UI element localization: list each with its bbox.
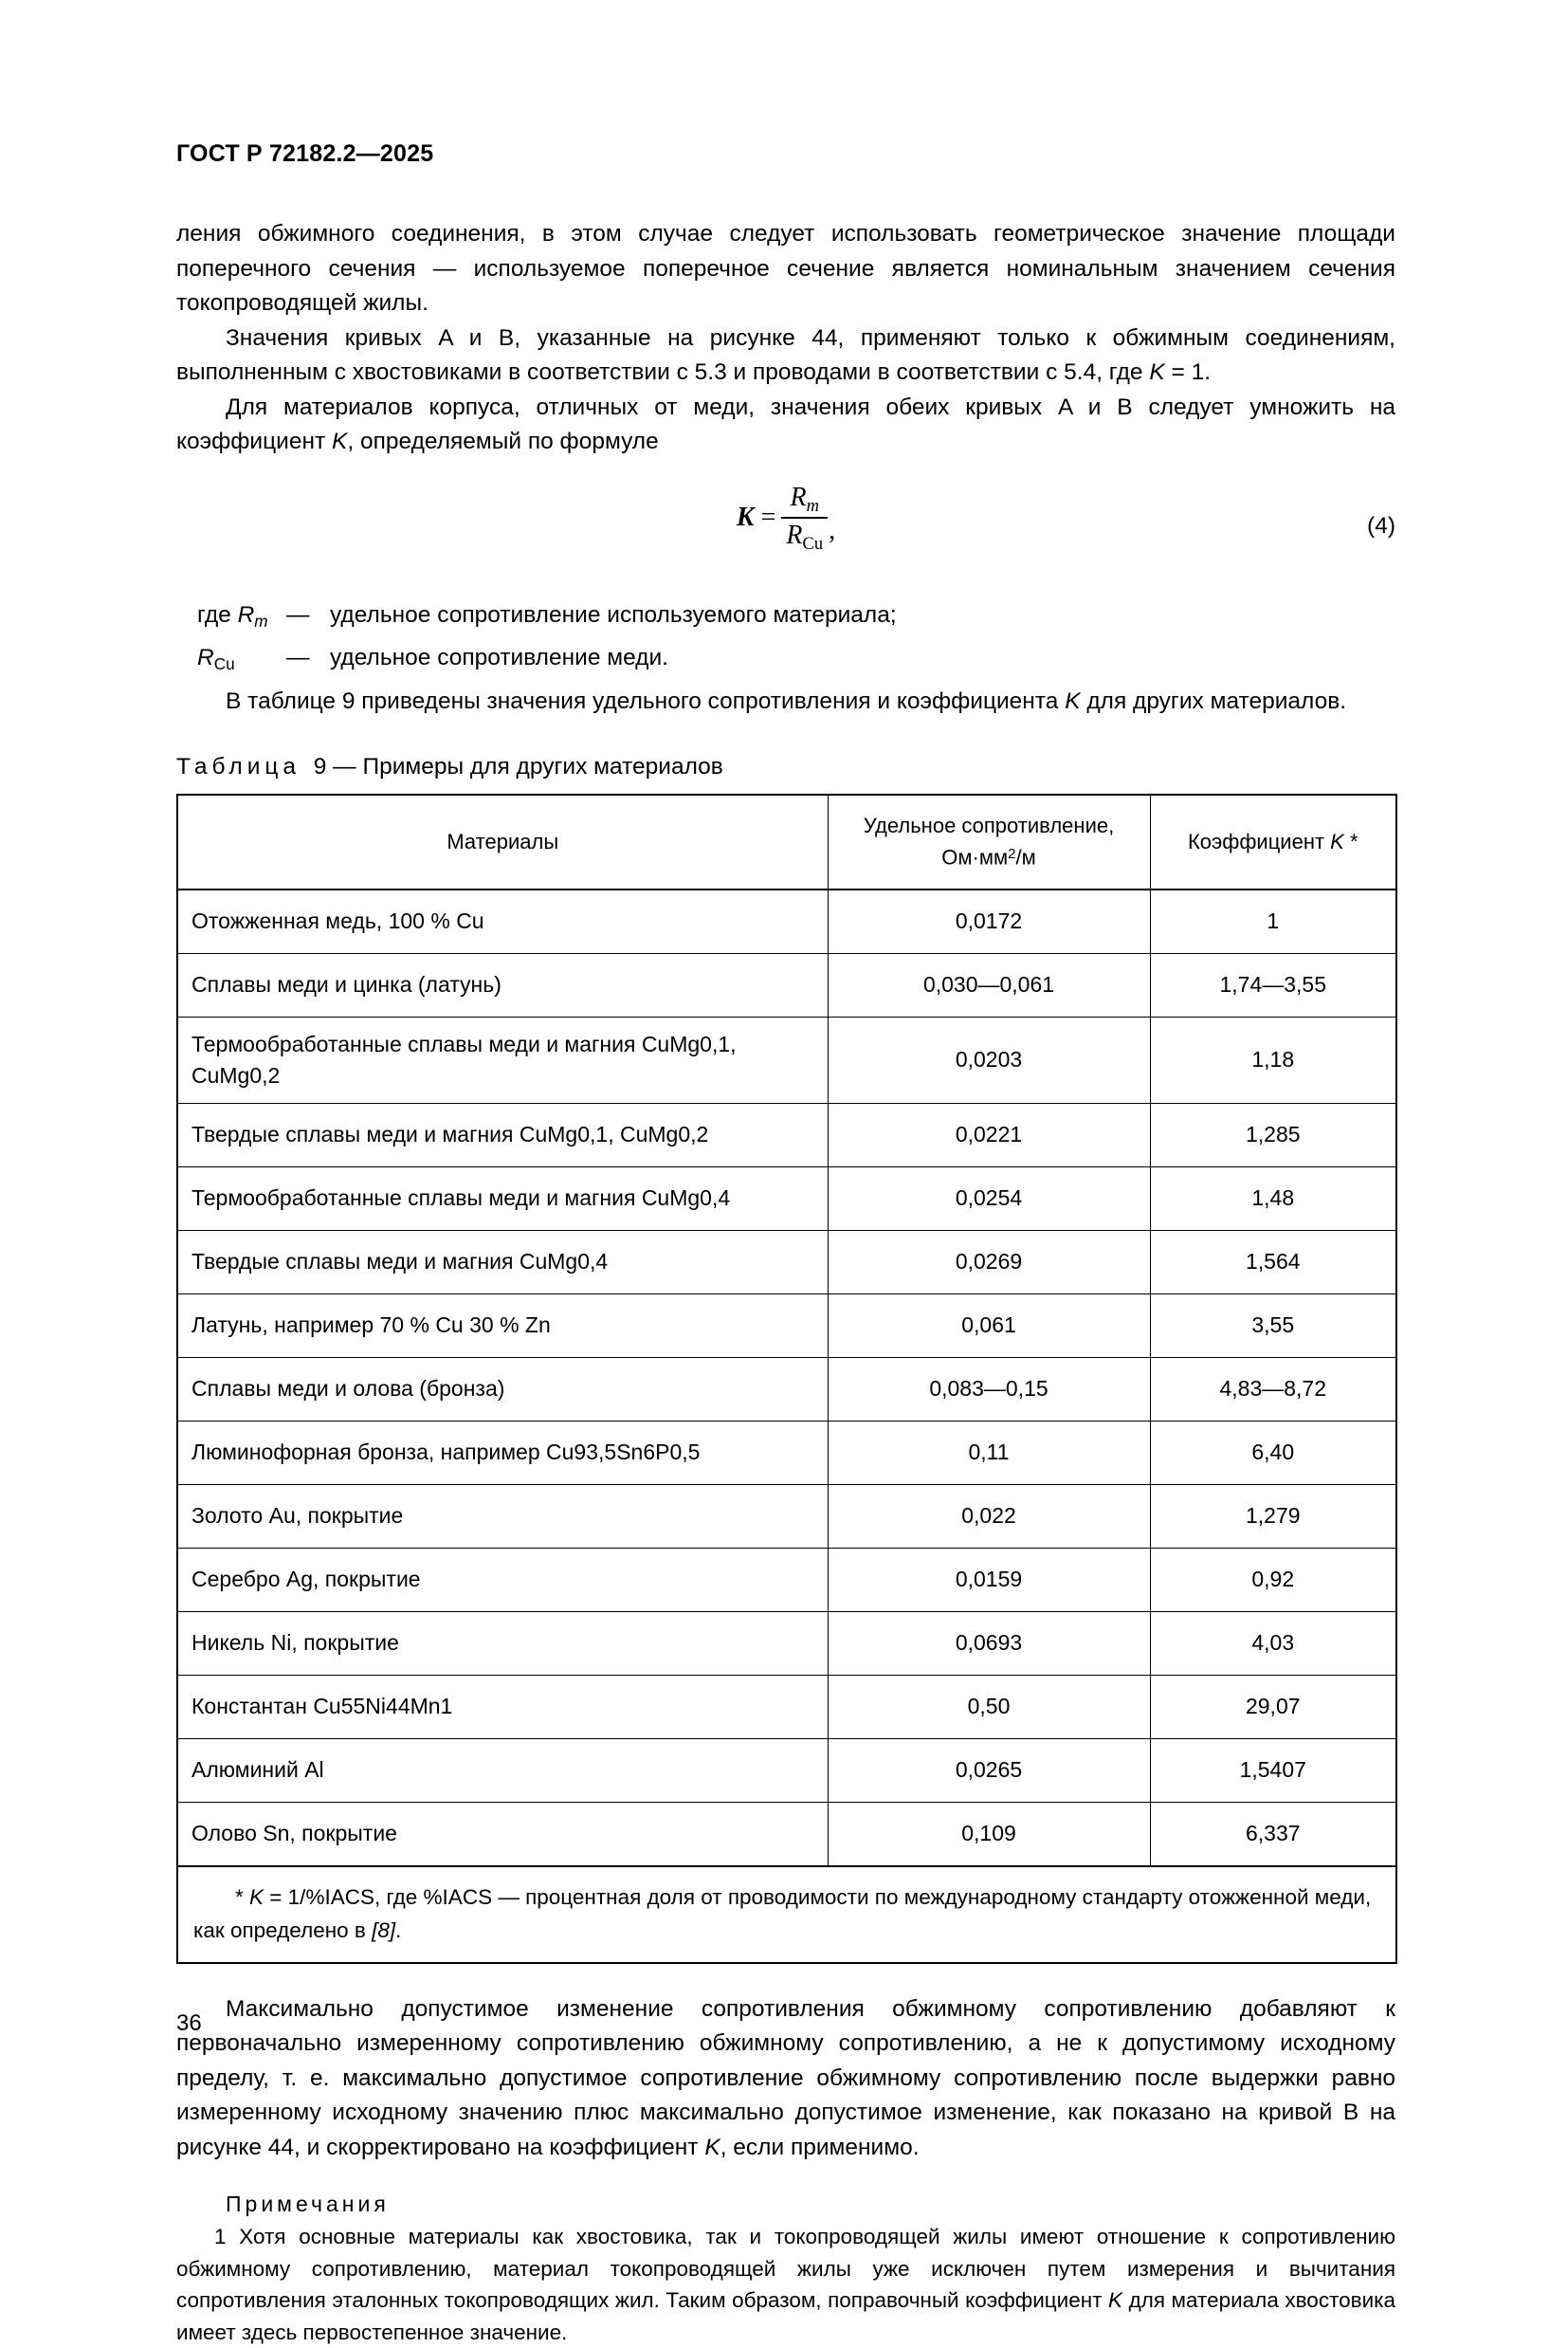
page-content [176,140,1395,2348]
cell-material: Олово Sn, покрытие [177,1802,828,1866]
cell-resistivity: 0,0221 [828,1103,1150,1166]
where-symbol-base: R [197,645,214,671]
formula-block [176,477,1395,583]
paragraph-curves-ab-text1: Значения кривых A и B, указанные на рисунке 44, применяют только к обжимным соединениям, выполненным с хвостовиками в соответствии с 5.3 и проводами в соответствии с 5.4, где [176,324,1395,385]
where-lead [176,639,286,683]
cell-coefficient: 1,5407 [1150,1738,1396,1802]
formula-equals-sign: = [760,503,776,533]
cell-material: Алюминий Al [177,1738,828,1802]
table-row [177,1017,1396,1103]
table-caption-title: Примеры для других материалов [362,753,723,780]
cell-resistivity: 0,022 [828,1484,1150,1548]
k-symbol: K [1065,688,1081,715]
cell-material: Никель Ni, покрытие [177,1611,828,1675]
table-caption [176,754,1395,780]
table-row [177,1421,1396,1484]
paragraph-max-change [176,1992,1395,2166]
table-row [177,1611,1396,1675]
paragraph-body-materials [176,391,1395,460]
table-row [177,1548,1396,1611]
table-caption-word: Таблица [176,753,301,780]
column-header-resistivity-unit: Ом·мм [941,845,1009,870]
cell-resistivity: 0,0254 [828,1166,1150,1230]
column-header-resistivity-line1: Удельное сопротивление, [863,813,1115,837]
paragraph-max-change-text1: Максимально допустимое изменение сопротивления обжимному сопротивлению добавляют к первоначально измеренному сопротивлению обжимному сопротивлению, а не к допустимому исходному пределу, т. е. максимально допустимое сопротивление обжимному сопротивлению после выдержки равно измеренному исходному значению плюс максимально допустимое изменение, как показано на кривой B на рисунке 44, и скорректировано на коэффициент [176,1995,1395,2160]
cell-resistivity: 0,0159 [828,1548,1150,1611]
cell-material: Сплавы меди и олова (бронза) [177,1357,828,1421]
formula-number: (4) [1367,512,1395,539]
k-symbol: K [1149,359,1165,385]
column-header-resistivity [828,795,1150,890]
table-row [177,953,1396,1017]
cell-resistivity: 0,0265 [828,1738,1150,1802]
column-header-coefficient [1150,795,1396,890]
formula-numerator-base: R [790,482,807,512]
formula-trailing-comma: , [829,516,836,546]
table-caption-dash: — [333,753,356,780]
table-header [177,795,1396,890]
formula-numerator-subscript: m [806,495,819,515]
column-header-materials: Материалы [177,795,828,890]
table-row [177,1484,1396,1548]
cell-resistivity: 0,0693 [828,1611,1150,1675]
where-dash: — [286,601,310,628]
cell-resistivity: 0,0172 [828,890,1150,954]
cell-material: Золото Au, покрытие [177,1484,828,1548]
cell-coefficient: 1,18 [1150,1017,1396,1103]
footnote-text-end: . [395,1917,402,1942]
table-row [177,1103,1396,1166]
cell-coefficient: 6,40 [1150,1421,1396,1484]
cell-coefficient: 1,564 [1150,1230,1396,1293]
where-lead-word: где [197,601,231,628]
k-symbol: K [332,429,348,454]
cell-resistivity: 0,109 [828,1802,1150,1866]
cell-material: Люминофорная бронза, например Cu93,5Sn6P0,5 [177,1421,828,1484]
formula-denominator-subscript: Cu [802,533,824,553]
cell-material: Термообработанные сплавы меди и магния CuMg0,4 [177,1166,828,1230]
where-row-rm [176,596,1395,640]
table-row [177,1166,1396,1230]
cell-resistivity: 0,11 [828,1421,1150,1484]
notes-heading: Примечания [226,2192,390,2217]
paragraph-continuation-text: ления обжимного соединения, в этом случае следует использовать геометрическое значение площади поперечного сечения — используемое поперечное сечение является номинальным значением сечения токопроводящей жилы. [176,221,1395,316]
cell-material: Серебро Ag, покрытие [177,1548,828,1611]
cell-coefficient: 1,279 [1150,1484,1396,1548]
where-description: удельное сопротивление используемого материала; [330,601,897,628]
table-row [177,1802,1396,1866]
cell-coefficient: 3,55 [1150,1293,1396,1357]
footnote-text: = 1/%IACS, где %IACS — процентная доля от проводимости по международному стандарту отожженной меди, как определено в [193,1884,1372,1942]
formula-fraction [781,482,828,553]
cell-coefficient: 1 [1150,890,1396,954]
cell-coefficient: 4,03 [1150,1611,1396,1675]
table-caption-number: 9 [313,753,327,780]
where-lead [176,596,286,640]
table-row [177,1675,1396,1738]
where-row-rcu [176,639,1395,683]
table-row [177,1293,1396,1357]
note-item-1-text1: 1 Хотя основные материалы как хвостовика, так и токопроводящей жилы имеют отношение к сопротивлению обжимному сопротивлению, материал токопроводящей жилы уже исключен путем измерения и вычитания сопротивления эталонных токопроводящих жил. Таким образом, поправочный коэффициент [176,2225,1395,2313]
k-symbol: K [704,2134,720,2160]
paragraph-table-reference-text2: для других материалов. [1080,688,1347,715]
cell-coefficient: 1,48 [1150,1166,1396,1230]
paragraph-body-materials-text1: Для материалов корпуса, отличных от меди, значения обеих кривых A и B следует умножить на коэффициент [176,394,1395,454]
cell-resistivity: 0,030—0,061 [828,953,1150,1017]
cell-resistivity: 0,083—0,15 [828,1357,1150,1421]
cell-material: Термообработанные сплавы меди и магния CuMg0,1, CuMg0,2 [177,1017,828,1103]
paragraph-curves-ab-text2: = 1. [1164,359,1212,385]
paragraph-max-change-text2: , если применимо. [720,2134,920,2160]
cell-resistivity: 0,061 [828,1293,1150,1357]
cell-resistivity: 0,0203 [828,1017,1150,1103]
cell-material: Твердые сплавы меди и магния CuMg0,4 [177,1230,828,1293]
table-row [177,1357,1396,1421]
table-row [177,1230,1396,1293]
formula-denominator-base: R [786,520,803,550]
paragraph-curves-ab [176,321,1395,391]
cell-material: Твердые сплавы меди и магния CuMg0,1, CuMg0,2 [177,1103,828,1166]
table-row [177,1738,1396,1802]
cell-material: Константан Cu55Ni44Mn1 [177,1675,828,1738]
column-header-coefficient-star: * [1343,829,1358,853]
column-header-coefficient-prefix: Коэффициент [1187,829,1331,853]
table-footnote [177,1866,1396,1963]
where-symbol-subscript: Cu [213,654,235,674]
where-symbol-subscript: m [254,611,268,631]
formula-lhs: K [736,503,755,533]
cell-coefficient: 0,92 [1150,1548,1396,1611]
table-body [177,890,1396,1963]
paragraph-body-materials-text2: , определяемый по формуле [347,429,659,454]
paragraph-table-reference-text1: В таблице 9 приведены значения удельного сопротивления и коэффициента [226,688,1066,715]
where-dash: — [286,645,310,671]
footnote-star: * [235,1884,250,1909]
page-number: 36 [176,2010,202,2036]
column-header-resistivity-exponent: 2 [1008,845,1016,862]
where-symbol-base: R [237,601,255,628]
formula-denominator [781,517,828,552]
cell-material: Сплавы меди и цинка (латунь) [177,953,828,1017]
cell-coefficient: 4,83—8,72 [1150,1357,1396,1421]
cell-resistivity: 0,50 [828,1675,1150,1738]
formula-numerator [786,482,824,517]
document-standard-number: ГОСТ Р 72182.2—2025 [176,140,434,167]
cell-resistivity: 0,0269 [828,1230,1150,1293]
table-footnote-row [177,1866,1396,1963]
materials-table [176,794,1397,1964]
k-symbol: K [249,1884,264,1909]
where-definitions-list [176,596,1395,684]
k-symbol: K [1108,2288,1123,2313]
where-description: удельное сопротивление меди. [330,645,668,671]
formula-coefficient-k [736,482,836,553]
cell-coefficient: 29,07 [1150,1675,1396,1738]
k-symbol: K [1330,829,1344,853]
table-header-row [177,795,1396,890]
cell-material: Отожженная медь, 100 % Cu [177,890,828,954]
note-item-1 [176,2221,1395,2348]
cell-coefficient: 1,285 [1150,1103,1396,1166]
cell-material: Латунь, например 70 % Cu 30 % Zn [177,1293,828,1357]
column-header-resistivity-unit-suffix: /м [1015,845,1036,870]
cell-coefficient: 6,337 [1150,1802,1396,1866]
note-item-1-text2: для материала хвостовика имеет здесь первостепенное значение. [176,2288,1396,2344]
footnote-reference: [8] [372,1917,396,1942]
paragraph-continuation [176,217,1395,321]
cell-coefficient: 1,74—3,55 [1150,953,1396,1017]
paragraph-table-reference [176,685,1395,720]
table-row [177,890,1396,954]
